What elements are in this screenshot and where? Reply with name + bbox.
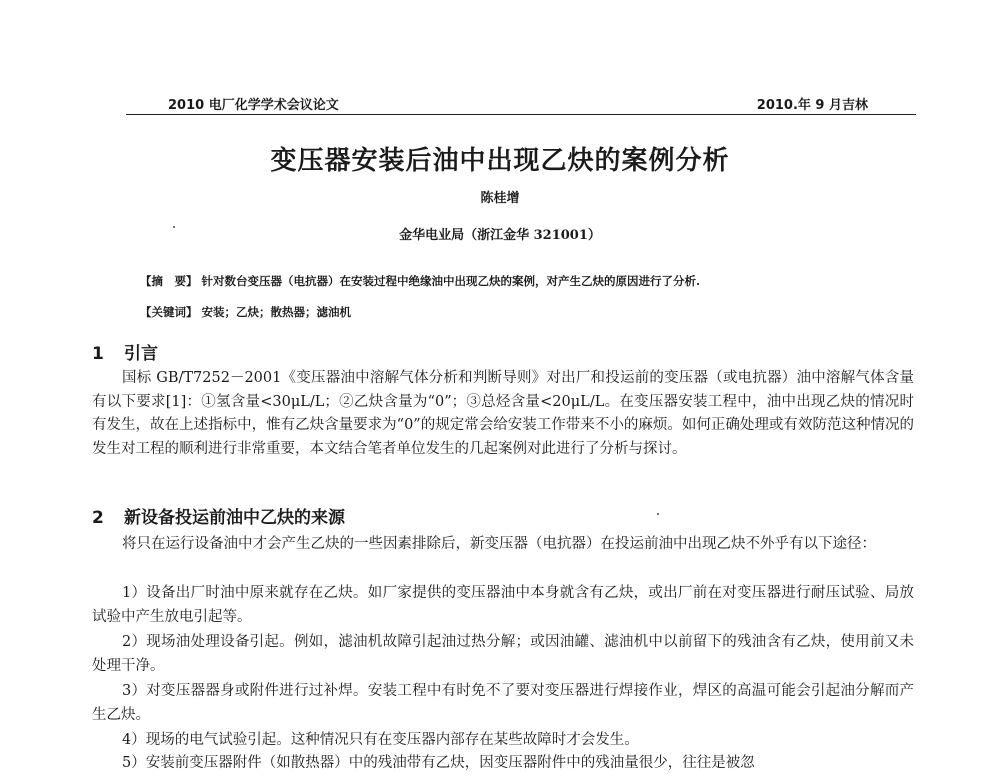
- list-item-2: 2）现场油处理设备引起。例如，滤油机故障引起油过热分解；或因油罐、滤油机中以前留下的残油含有乙炔，使用前又未处理干净。: [92, 634, 914, 674]
- header-conference: 2010 电厂化学学术会议论文: [168, 98, 339, 113]
- list-item-3: 3）对变压器器身或附件进行过补焊。安装工程中有时免不了要对变压器进行焊接作业，焊区的高温可能会引起油分解而产生乙炔。: [92, 683, 914, 723]
- section-title: 新设备投运前油中乙炔的来源: [124, 508, 345, 528]
- section-heading-1: [92, 339, 158, 364]
- keywords: 【关键词】 安装；乙炔；散热器；滤油机: [140, 305, 352, 319]
- section-title: 引言: [124, 344, 158, 364]
- paragraph-sources-intro: 将只在运行设备油中才会产生乙炔的一些因素排除后，新变压器（电抗器）在投运前油中出现乙炔不外乎有以下途径：: [122, 536, 876, 552]
- abstract: 【摘 要】 针对数台变压器（电抗器）在安装过程中绝缘油中出现乙炔的案例，对产生乙炔的原因进行了分析.: [140, 274, 701, 288]
- list-item-5: 5）安装前变压器附件（如散热器）中的残油带有乙炔，因变压器附件中的残油量很少，往往是被忽: [122, 755, 755, 771]
- author: 陈桂增: [480, 191, 520, 206]
- list-item-4: 4）现场的电气试验引起。这种情况只有在变压器内部存在某些故障时才会发生。: [122, 732, 639, 748]
- scan-speck: [657, 513, 659, 515]
- paper-title: 变压器安装后油中出现乙炔的案例分析: [270, 146, 730, 176]
- section-heading-2: [92, 503, 345, 528]
- section-number: 1: [92, 344, 104, 364]
- paragraph-intro: 国标 GB/T7252－2001《变压器油中溶解气体分析和判断导则》对出厂和投运前的变压器（或电抗器）油中溶解气体含量有以下要求[1]：①氢含量<30μL/L；②乙炔含量为“0”；③总烃含量<20μL/L。在变压器安装工程中，油中出现乙炔的情况时有发生，故在上述指标中，惟有乙炔含量要求为“0”的规定常会给安装工作带来不小的麻烦。如何正确处理或有效防范这种情况的发生对工程的顺利进行非常重要，本文结合笔者单位发生的几起案例对此进行了分析与探讨。: [92, 370, 914, 457]
- running-header: [126, 92, 916, 115]
- list-item-1: 1）设备出厂时油中原来就存在乙炔。如厂家提供的变压器油中本身就含有乙炔，或出厂前在对变压器进行耐压试验、局放试验中产生放电引起等。: [92, 585, 914, 625]
- header-date-place: 2010.年 9 月吉林: [756, 98, 868, 113]
- section-number: 2: [92, 508, 104, 528]
- affiliation: 金华电业局（浙江金华 321001）: [399, 228, 601, 243]
